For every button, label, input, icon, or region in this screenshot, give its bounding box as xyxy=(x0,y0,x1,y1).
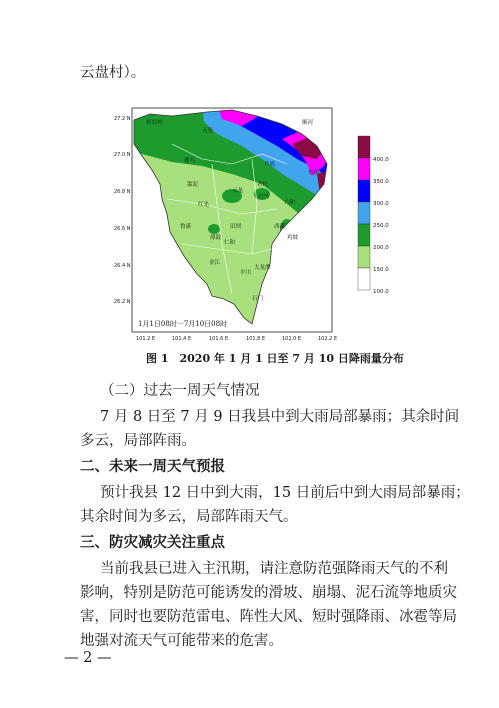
rainfall-map-figure xyxy=(112,104,392,344)
legend-label: 150.0 xyxy=(373,267,389,273)
place-label: 西溪 xyxy=(274,224,286,230)
lat-tick: 27.0 N xyxy=(114,152,131,158)
place-label: 鹿马 xyxy=(184,158,196,164)
paragraph-line: 7 月 8 日至 7 月 9 日我县中到大雨局部暴雨；其余时间 xyxy=(100,409,460,425)
place-label: 平川 xyxy=(240,270,252,276)
lat-tick: 26.6 N xyxy=(114,226,131,232)
lon-tick: 101.6 E xyxy=(209,336,229,342)
lat-tick: 27.2 N xyxy=(114,116,131,122)
legend-label: 200.0 xyxy=(373,245,389,251)
paragraph-line: 影响，特别是防范可能诱发的滑坡、崩塌、泥石流等地质灾 xyxy=(80,585,457,601)
legend-swatch xyxy=(358,136,370,158)
legend-swatch xyxy=(358,224,370,246)
legend-label: 400.0 xyxy=(373,157,389,163)
place-label: 者松 xyxy=(257,182,269,188)
place-label: 大龙潭 xyxy=(254,265,271,271)
lon-tick: 101.2 E xyxy=(136,336,156,342)
paragraph-line: 害，同时也要防范雷电、阵性大风、短时强降雨、冰雹等局 xyxy=(80,609,457,625)
place-label: 东南 xyxy=(308,170,320,176)
legend-swatch xyxy=(358,158,370,180)
place-label: 仁和 xyxy=(224,240,236,246)
paragraph-line: 其余时间为多云，局部阵雨天气。 xyxy=(80,509,298,525)
lon-tick: 101.8 E xyxy=(246,336,266,342)
legend-label: 250.0 xyxy=(373,223,389,229)
place-label: 天星 xyxy=(202,128,214,134)
section-focus-heading: 三、防灾减灾关注重点 xyxy=(80,534,225,551)
lat-tick: 26.4 N xyxy=(114,263,131,269)
place-label: 红光 xyxy=(198,202,210,208)
paragraph-line: 预计我县 12 日中到大雨，15 日前后中到大雨局部暴雨； xyxy=(100,485,470,501)
paragraph-line: 地强对流天气可能带来的危害。 xyxy=(80,633,283,649)
page-number: — 2 — xyxy=(64,650,112,666)
lat-tick: 26.8 N xyxy=(114,189,131,195)
figure-caption: 图 1 2020 年 1 月 1 日至 7 月 10 日降雨量分布 xyxy=(146,352,404,365)
lat-tick: 26.2 N xyxy=(114,299,131,305)
place-label: 白马 xyxy=(258,194,270,200)
lon-tick: 101.4 E xyxy=(172,336,192,342)
legend-label: 100.0 xyxy=(373,289,389,295)
legend-label: 300.0 xyxy=(373,201,389,207)
legend-swatch xyxy=(358,268,370,290)
place-label: 石门 xyxy=(252,296,264,302)
place-label: 杉岩村 xyxy=(146,120,163,126)
period-label: 1月1日08时一7月10日08时 xyxy=(138,320,228,328)
place-label: 金江 xyxy=(209,260,221,266)
legend-swatch xyxy=(358,246,370,268)
legend-swatch xyxy=(358,180,370,202)
lon-tick: 102.2 E xyxy=(318,336,338,342)
place-label: 漂鼓 xyxy=(210,235,222,241)
lon-tick: 102.0 E xyxy=(282,336,302,342)
place-label: 滥泥 xyxy=(187,182,199,188)
place-label: 顺河 xyxy=(302,120,314,126)
paragraph-line: 当前我县已进入主汛期，请注意防范强降雨天气的不利 xyxy=(100,561,448,577)
legend-label: 350.0 xyxy=(373,179,389,185)
continuation-text: 云盘村）。 xyxy=(80,65,146,81)
section-forecast-heading: 二、未来一周天气预报 xyxy=(80,458,225,475)
place-label: 鸡坡 xyxy=(287,235,299,241)
place-label: 六和 xyxy=(284,200,296,206)
place-label: 云龙 xyxy=(232,188,244,194)
place-label: 田坝 xyxy=(230,224,242,230)
paragraph-line: 多云，局部阵雨。 xyxy=(80,433,196,449)
legend-swatch xyxy=(358,202,370,224)
legend xyxy=(358,136,389,295)
place-label: 芦鸠 xyxy=(264,162,276,168)
section-past-heading: （二）过去一周天气情况 xyxy=(100,383,260,399)
place-label: 鲁溪 xyxy=(180,224,192,230)
